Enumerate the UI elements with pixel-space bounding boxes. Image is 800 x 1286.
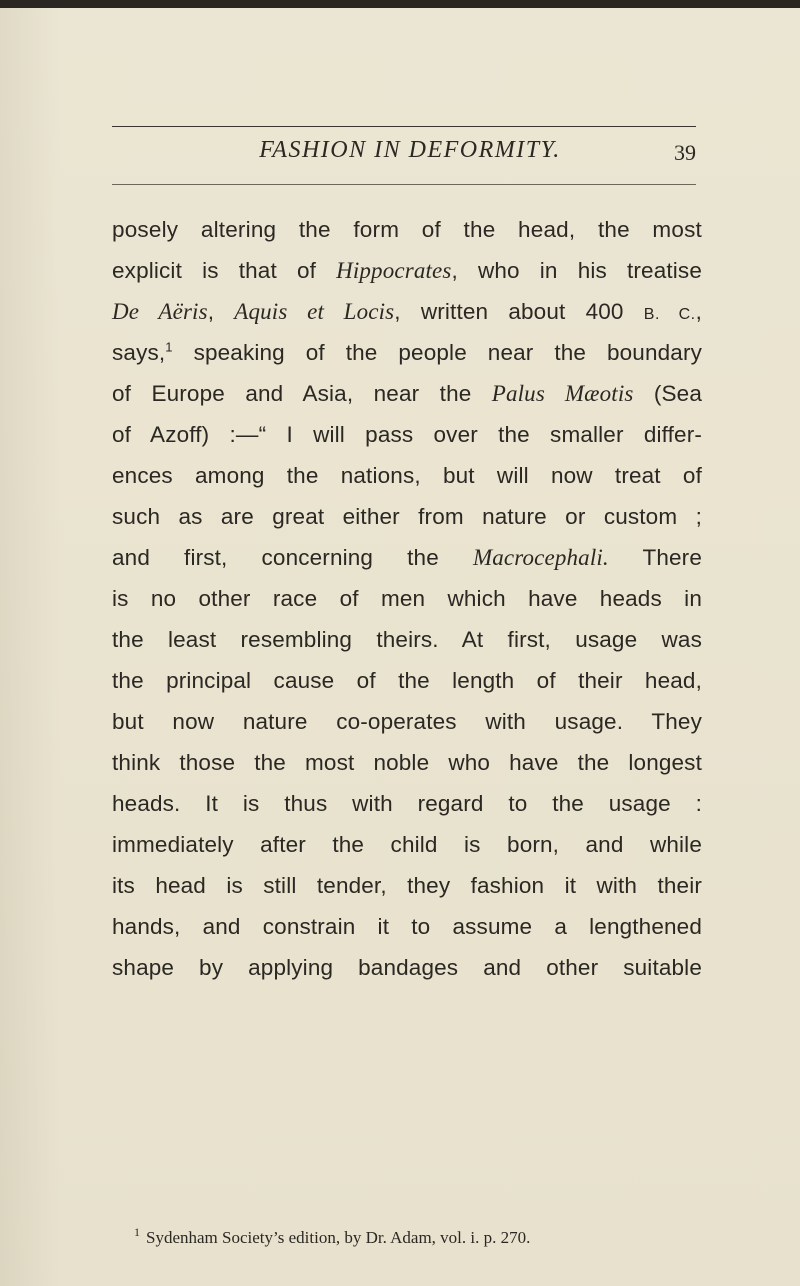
text-run: and first, concerning the bbox=[112, 545, 473, 570]
text-run: posely altering the form of the head, the most bbox=[112, 217, 702, 242]
text-run: hands, and constrain it to assume a lengthened bbox=[112, 914, 702, 939]
page-number: 39 bbox=[674, 140, 696, 165]
text-run: 1 bbox=[165, 339, 173, 355]
text-run: of Europe and Asia, near the bbox=[112, 381, 492, 406]
text-run: (Sea bbox=[633, 381, 702, 406]
text-line bbox=[112, 209, 702, 250]
text-line bbox=[112, 619, 702, 660]
text-run: speaking of the people near the boundary bbox=[172, 340, 702, 365]
text-run: shape by applying bandages and other suitable bbox=[112, 955, 702, 980]
text-run: think those the most noble who have the longest bbox=[112, 750, 702, 775]
text-run: B. C. bbox=[643, 306, 696, 323]
header-rule bbox=[112, 184, 696, 185]
text-run: is no other race of men which have heads in bbox=[112, 586, 702, 611]
text-line bbox=[112, 455, 702, 496]
text-run: , written about 400 bbox=[394, 299, 644, 324]
text-line bbox=[112, 824, 702, 865]
text-run: such as are great either from nature or custom ; bbox=[112, 504, 702, 529]
text-line bbox=[112, 373, 702, 414]
running-head: FASHION IN DEFORMITY. bbox=[259, 137, 561, 163]
text-run: ences among the nations, but will now treat of bbox=[112, 463, 702, 488]
text-line bbox=[112, 865, 702, 906]
text-line bbox=[112, 250, 702, 291]
body-text bbox=[112, 209, 702, 988]
text-run: Aquis et Locis bbox=[234, 299, 395, 324]
text-line bbox=[112, 496, 702, 537]
text-run: of Azoff) :—“ I will pass over the smaller differ- bbox=[112, 422, 702, 447]
text-run: , bbox=[695, 299, 703, 324]
text-run: immediately after the child is born, and while bbox=[112, 832, 702, 857]
text-run: There bbox=[608, 545, 702, 570]
text-run: De Aëris bbox=[112, 299, 208, 324]
text-run: the principal cause of the length of their head, bbox=[112, 668, 702, 693]
text-run: its head is still tender, they fashion it with their bbox=[112, 873, 702, 898]
text-line bbox=[112, 578, 702, 619]
text-run: , bbox=[207, 299, 235, 324]
text-run: Macrocephali. bbox=[472, 545, 609, 570]
text-line bbox=[112, 332, 702, 373]
text-line bbox=[112, 291, 702, 332]
text-line bbox=[112, 906, 702, 947]
text-line bbox=[112, 660, 702, 701]
text-run: says, bbox=[112, 340, 166, 365]
text-run: , who in his treatise bbox=[451, 258, 702, 283]
text-line bbox=[112, 742, 702, 783]
text-line bbox=[112, 414, 702, 455]
text-run: heads. It is thus with regard to the usage : bbox=[112, 791, 702, 816]
text-line bbox=[112, 701, 702, 742]
text-run: explicit is that of bbox=[112, 258, 337, 283]
text-line bbox=[112, 537, 702, 578]
text-run: Hippocrates bbox=[336, 258, 452, 283]
text-run: but now nature co-operates with usage. They bbox=[112, 709, 702, 734]
top-rule bbox=[112, 126, 696, 127]
text-line bbox=[112, 947, 702, 988]
text-run: Palus Mæotis bbox=[491, 381, 634, 406]
footnote bbox=[134, 1225, 674, 1248]
text-run: the least resembling theirs. At first, usage was bbox=[112, 627, 702, 652]
text-line bbox=[112, 783, 702, 824]
scan-edge bbox=[0, 0, 800, 8]
footnote-marker: 1 bbox=[134, 1225, 140, 1240]
footnote-text: Sydenham Society’s edition, by Dr. Adam, vol. i. p. 270. bbox=[146, 1228, 531, 1247]
